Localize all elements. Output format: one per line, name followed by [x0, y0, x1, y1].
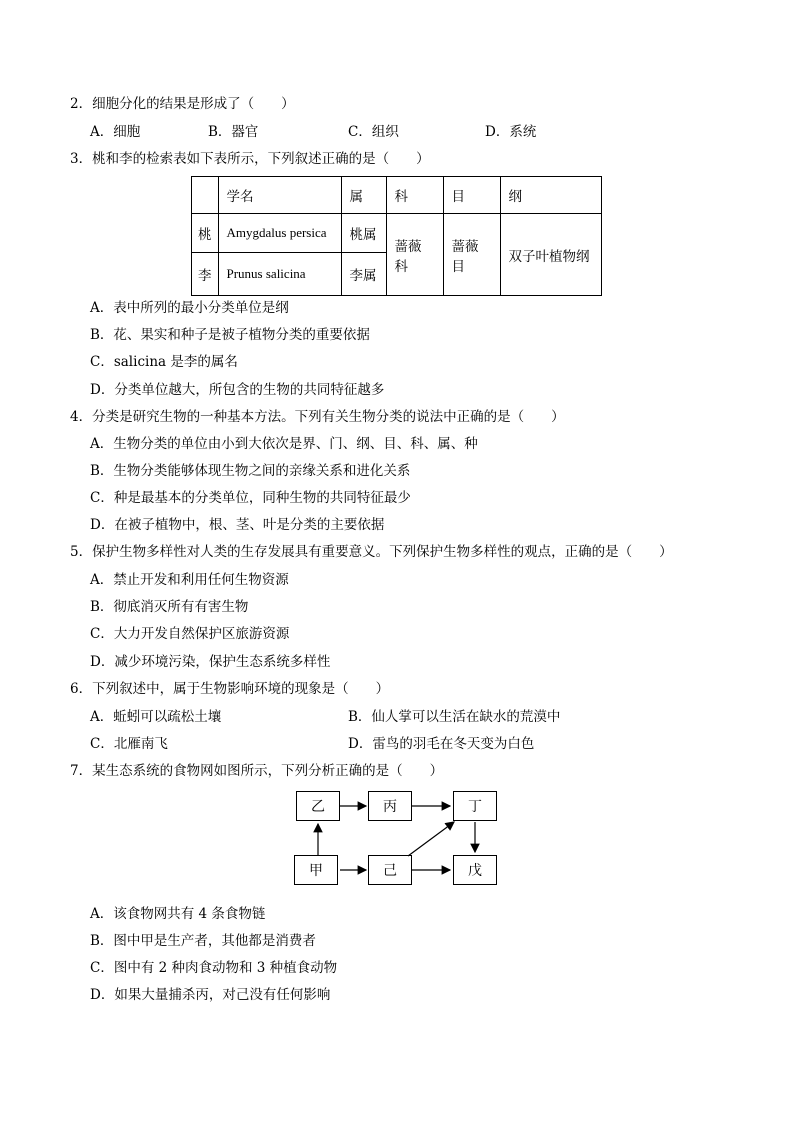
q3-option-b: B．花、果实和种子是被子植物分类的重要依据: [90, 327, 370, 343]
table-cell: 双子叶植物纲: [500, 214, 601, 296]
table-header-cell: 学名: [218, 177, 341, 214]
q4-option-b: B．生物分类能够体现生物之间的亲缘关系和进化关系: [90, 463, 411, 479]
node-bing: 丙: [368, 791, 412, 821]
question-4-stem: 4．分类是研究生物的一种基本方法。下列有关生物分类的说法中正确的是（ ）: [70, 409, 565, 425]
table-cell: 蔷薇科: [386, 214, 443, 296]
q3-option-d: D．分类单位越大，所包含的生物的共同特征越多: [90, 382, 385, 398]
q6-option-d: D．雷鸟的羽毛在冬天变为白色: [348, 736, 535, 752]
q7-option-c: C．图中有 2 种肉食动物和 3 种植食动物: [90, 960, 338, 976]
q2-option-c: C．组织: [348, 124, 399, 140]
q6-option-c: C．北雁南飞: [90, 736, 168, 752]
q6-option-b: B．仙人掌可以生活在缺水的荒漠中: [348, 709, 561, 725]
q7-option-d: D．如果大量捕杀丙，对己没有任何影响: [90, 987, 331, 1003]
node-wu: 戊: [453, 855, 497, 885]
table-header-cell: 目: [443, 177, 500, 214]
q4-option-d: D．在被子植物中，根、茎、叶是分类的主要依据: [90, 517, 385, 533]
table-cell: Prunus salicina: [218, 253, 341, 296]
arrow-ji-ding: [408, 822, 454, 856]
node-jia: 甲: [294, 855, 338, 885]
q4-option-c: C．种是最基本的分类单位，同种生物的共同特征最少: [90, 490, 411, 506]
q2-option-b: B．器官: [208, 124, 259, 140]
table-cell: 李: [192, 253, 219, 296]
table-header-cell: 纲: [500, 177, 601, 214]
table-cell: 蔷薇目: [443, 214, 500, 296]
q2-option-d: D．系统: [485, 124, 537, 140]
q7-option-a: A．该食物网共有 4 条食物链: [90, 906, 266, 922]
q3-option-c: C．salicina 是李的属名: [90, 354, 238, 370]
table-cell: Amygdalus persica: [218, 214, 341, 253]
table-header-cell: 科: [386, 177, 443, 214]
q2-option-a: A．细胞: [90, 124, 141, 140]
table-cell: 李属: [341, 253, 386, 296]
q5-option-a: A．禁止开发和利用任何生物资源: [90, 572, 289, 588]
question-2-stem: 2．细胞分化的结果是形成了（ ）: [70, 96, 295, 112]
q3-option-a: A．表中所列的最小分类单位是纲: [90, 300, 289, 316]
q4-option-a: A．生物分类的单位由小到大依次是界、门、纲、目、科、属、种: [90, 436, 478, 452]
table-cell: 桃: [192, 214, 219, 253]
node-yi: 乙: [296, 791, 340, 821]
question-3-stem: 3．桃和李的检索表如下表所示，下列叙述正确的是（ ）: [70, 151, 430, 167]
q5-option-b: B．彻底消灭所有有害生物: [90, 599, 249, 615]
table-header-cell: 属: [341, 177, 386, 214]
q5-option-d: D．减少环境污染，保护生态系统多样性: [90, 654, 331, 670]
q7-option-b: B．图中甲是生产者，其他都是消费者: [90, 933, 316, 949]
table-cell: 桃属: [341, 214, 386, 253]
node-ding: 丁: [453, 791, 497, 821]
q5-option-c: C．大力开发自然保护区旅游资源: [90, 626, 290, 642]
question-5-stem: 5．保护生物多样性对人类的生存发展具有重要意义。下列保护生物多样性的观点，正确的是（ ）: [70, 544, 673, 560]
question-7-stem: 7．某生态系统的食物网如图所示，下列分析正确的是（ ）: [70, 763, 444, 779]
q6-option-a: A．蚯蚓可以疏松土壤: [90, 709, 222, 725]
question-6-stem: 6．下列叙述中，属于生物影响环境的现象是（ ）: [70, 681, 390, 697]
node-ji: 己: [368, 855, 412, 885]
